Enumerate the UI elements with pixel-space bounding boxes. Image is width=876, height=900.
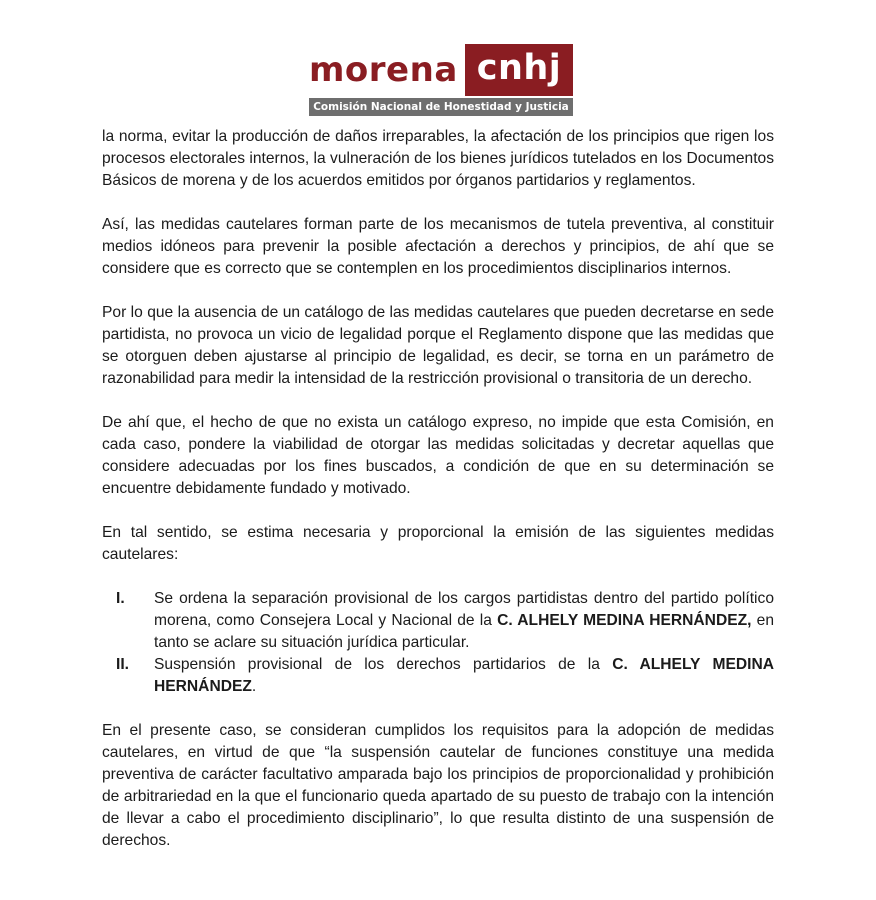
measures-list bbox=[102, 588, 774, 698]
measure-text: Suspensión provisional de los derechos partidarios de la bbox=[154, 656, 613, 673]
paragraph: Así, las medidas cautelares forman parte de los mecanismos de tutela preventiva, al constituir medios idóneos para prevenir la posible afectación a derechos y principios, de ahí que se considere que es correcto que se contemplen en los procedimientos disciplinarios internos. bbox=[102, 216, 774, 277]
logo-subtitle-bar: Comisión Nacional de Honestidad y Justicia bbox=[309, 98, 573, 116]
paragraph: De ahí que, el hecho de que no exista un catálogo expreso, no impide que esta Comisión, en cada caso, pondere la viabilidad de otorgar las medidas solicitadas y decretar aquellas que considere adecuadas por los fines buscados, a condición de que en su determinación se encuentre debidamente fundado y motivado. bbox=[102, 414, 774, 497]
logo-wordmark: morena bbox=[309, 50, 458, 90]
measure-person-name: C. ALHELY MEDINA HERNÁNDEZ, bbox=[497, 612, 752, 629]
measure-item bbox=[102, 654, 774, 698]
paragraph: En tal sentido, se estima necesaria y proporcional la emisión de las siguientes medidas cautelares: bbox=[102, 524, 774, 563]
measure-text-end: en tanto se aclare su situación jurídica particular. bbox=[154, 612, 774, 651]
cnhj-logo bbox=[309, 44, 573, 118]
measure-text-end: . bbox=[251, 678, 257, 695]
measure-item bbox=[102, 588, 774, 654]
closing-paragraph: En el presente caso, se consideran cumplidos los requisitos para la adopción de medidas cautelares, en virtud de que “la suspensión cautelar de funciones constituye una medida preventiva de carácter facultativo amparada bajo los principios de proporcionalidad y prohibición de arbitrariedad en la que el funcionario queda apartado de su puesto de trabajo con la intención de llevar a cabo el procedimiento disciplinario”, lo que resulta distinto de una suspensión de derechos. bbox=[102, 722, 774, 849]
measure-text: Se ordena la separación provisional de los cargos partidistas dentro del partido político morena, como Consejera Local y Nacional de la bbox=[154, 590, 774, 629]
paragraph: Por lo que la ausencia de un catálogo de las medidas cautelares que pueden decretarse en sede partidista, no provoca un vicio de legalidad porque el Reglamento dispone que las medidas que se otorguen deben ajustarse al principio de legalidad, es decir, se torna en un parámetro de razonabilidad para medir la intensidad de la restricción provisional o transitoria de un derecho. bbox=[102, 304, 774, 387]
paragraph: la norma, evitar la producción de daños irreparables, la afectación de los principios que rigen los procesos electorales internos, la vulneración de los bienes jurídicos tutelados en los Documentos Básicos de morena y de los acuerdos emitidos por órganos partidarios y reglamentos. bbox=[102, 128, 774, 189]
measure-person-name: C. ALHELY MEDINA HERNÁNDEZ bbox=[154, 656, 774, 695]
measure-numeral: I. bbox=[116, 590, 125, 607]
measure-numeral: II. bbox=[116, 656, 129, 673]
logo-acronym-box: cnhj bbox=[465, 44, 573, 96]
document-body bbox=[102, 126, 774, 874]
